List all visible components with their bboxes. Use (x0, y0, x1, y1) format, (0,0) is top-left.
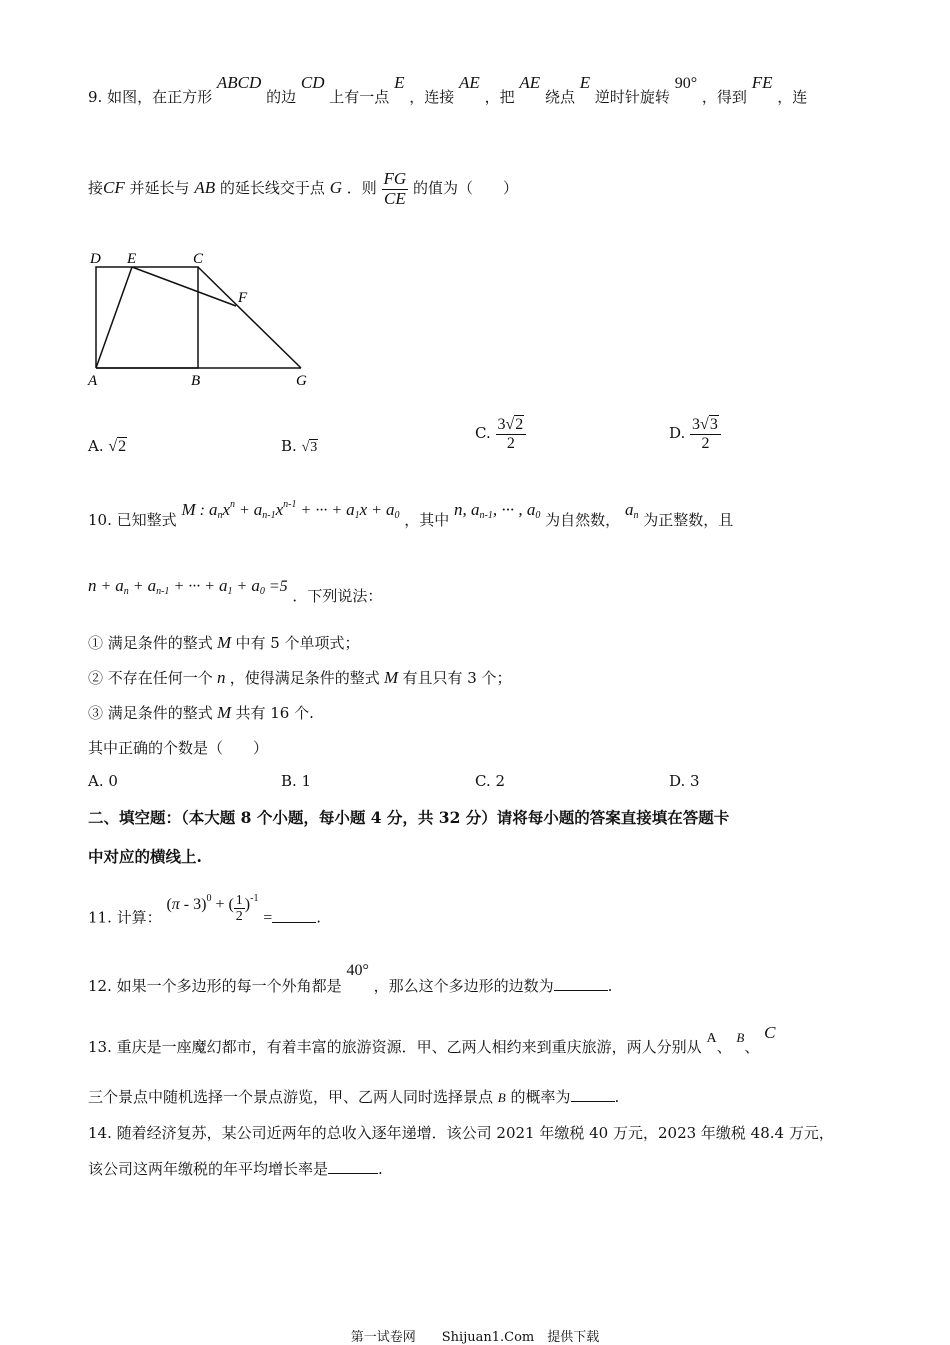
q13-separator: 、 (716, 1038, 732, 1056)
option-letter: B. (281, 437, 297, 455)
q9-text: ，连接 (409, 88, 455, 106)
statement-text: ，使得满足条件的整式 (229, 669, 380, 687)
q9-option-b (281, 437, 318, 456)
q10-text: ，其中 (404, 511, 450, 529)
q9-math-g: G (329, 178, 342, 198)
q9-text: ，连 (777, 88, 808, 106)
q10-option-d: D. 3 (669, 772, 700, 790)
q13-point-b: B (736, 1030, 745, 1045)
radicand: 3 (709, 416, 718, 433)
q9-text: 如图，在正方形 (107, 88, 213, 106)
q12-text: 如果一个多边形的每一个外角都是 (116, 977, 342, 995)
q9-option-a (88, 437, 127, 456)
section-heading-line2: 中对应的横线上. (88, 847, 202, 866)
q9-text: ，把 (484, 88, 515, 106)
q10-polynomial: M : $a_nx^n + a_{n-1}x^{n-1}$ + ··· + $a_1x + a_0$ (181, 499, 400, 521)
q9-figure (84, 244, 324, 392)
q9-math-fe: FE (751, 73, 773, 92)
statement-text: ② 不存在任何一个 (88, 669, 213, 687)
fig-label-g: G (296, 373, 307, 389)
q9-option-d (669, 416, 721, 452)
q13-text: 重庆是一座魔幻都市，有着丰富的旅游资源．甲、乙两人相约来到重庆旅游，两人分别从 (116, 1038, 702, 1056)
q11-text: 计算： (116, 908, 162, 927)
answer-blank[interactable] (328, 1159, 378, 1174)
q10-question (88, 737, 268, 758)
q9-math-ae: AE (519, 73, 541, 92)
q9-text: 的延长线交于点 (219, 179, 325, 198)
q9-number: 9. (88, 88, 103, 106)
section-heading-line1: 二、填空题：（本大题 8 个小题，每小题 4 分，共 32 分）请将每小题的答案直接填在答题卡 (88, 808, 730, 827)
q9-text: ，得到 (701, 88, 747, 106)
radicand: 2 (118, 438, 127, 455)
q9-text: 逆时针旋转 (594, 88, 670, 106)
q12-end: . (607, 977, 613, 995)
q12-text: ，那么这个多边形的边数为 (373, 977, 554, 995)
q9-option-c (475, 416, 526, 452)
sqrt-symbol: √3 (301, 440, 318, 455)
option-letter: D. (669, 424, 686, 443)
statement-text: ③ 满足条件的整式 (88, 704, 213, 722)
q10-line2 (88, 576, 383, 607)
q9-math-cf: CF (103, 178, 125, 198)
q10-option-c: C. 2 (475, 772, 506, 790)
q13-separator: 、 (744, 1038, 760, 1056)
option-letter: A. (88, 437, 104, 455)
q10-leading-coef: $a_n$ (624, 500, 639, 521)
q9-math-ab: AB (194, 178, 216, 198)
fig-label-e: E (127, 251, 137, 267)
q11: 11. 计算： (π - 3)$^0$ + ( $\frac{1}{2}$ )$^{-1}$ = . (88, 892, 322, 927)
q13-point-c: C (764, 1023, 776, 1042)
q9-line2 (88, 170, 518, 208)
fig-label-a: A (88, 373, 98, 389)
q9-text: 绕点 (544, 88, 575, 106)
q9-fraction-numerator: FG (383, 169, 407, 188)
q13-text: 三个景点中随机选择一个景点游览，甲、乙两人同时选择景点 (88, 1088, 494, 1106)
q10-statement-2: ② 不存在任何一个 n ，使得满足条件的整式 M 有且只有 3 个； (88, 668, 512, 687)
q13-text: 的概率为 (510, 1088, 571, 1106)
q11-number: 11. (88, 908, 112, 927)
q9-option-c-fraction (496, 416, 527, 452)
q9-text: 的值为（ ） (413, 179, 519, 198)
q9-text: 上有一点 (329, 88, 390, 106)
q13-line2 (88, 1086, 619, 1107)
statement-text: ① 满足条件的整式 (88, 634, 213, 652)
q9-math-cd: CD (300, 73, 325, 92)
q13-point-a: A (706, 1031, 717, 1046)
q10-variables: n, $a_{n-1}$, ··· , $a_0$ (454, 500, 541, 521)
statement-text: 有且只有 3 个； (402, 669, 512, 687)
fig-label-d: D (90, 251, 101, 267)
statement-text: 共有 16 个. (235, 704, 314, 722)
answer-blank[interactable] (272, 908, 316, 923)
q9-fraction-denominator: CE (384, 188, 406, 208)
answer-blank[interactable] (554, 976, 608, 991)
q10-text: 为自然数， (545, 511, 621, 529)
q10-text: 为正整数，且 (643, 511, 734, 529)
q9-text: 并延长与 (129, 179, 190, 198)
q10-text: ．下列说法： (292, 587, 383, 605)
q11-expression: (π - 3)$^0$ + ( $\frac{1}{2}$ )$^{-1}$ (166, 892, 259, 925)
q12-angle: 40° (346, 962, 369, 979)
sqrt-symbol: √2 (505, 416, 524, 433)
q12 (88, 962, 613, 996)
q10-option-b: B. 1 (281, 772, 312, 790)
option-letter: C. (475, 424, 491, 443)
q10-line1 (88, 499, 734, 531)
q10-statement-1: ① 满足条件的整式 M 中有 5 个单项式； (88, 633, 360, 652)
q14-text: 随着经济复苏，某公司近两年的总收入逐年递增．该公司 2021 年缴税 40 万元，2023 年缴税 48.4 万元， (116, 1124, 834, 1142)
answer-blank[interactable] (571, 1087, 615, 1102)
sqrt-symbol: √2 (108, 438, 127, 455)
q9-math-ae: AE (459, 73, 480, 92)
page-footer: 第一试卷网 Shijuan1.Com 提供下载 (350, 1330, 600, 1345)
coefficient: 3 (692, 416, 701, 433)
q13-end: . (614, 1088, 620, 1106)
denominator: 2 (701, 434, 710, 452)
q10-option-a: A. 0 (88, 772, 118, 790)
q9-math-angle: 90° (674, 75, 698, 92)
q9-math-e: E (579, 73, 591, 92)
q10-number: 10. (88, 511, 112, 529)
q13-line1 (88, 1023, 776, 1057)
denominator: 2 (506, 434, 515, 452)
q14-text: 该公司这两年缴税的年平均增长率是 (88, 1160, 329, 1178)
q9-text: 的边 (266, 88, 297, 106)
q12-number: 12. (88, 977, 112, 995)
fig-label-b: B (191, 373, 201, 389)
q13-point-b: B (497, 1090, 506, 1105)
q14-number: 14. (88, 1124, 112, 1142)
q14-line2 (88, 1158, 383, 1179)
q10-condition: $n + a_n + a_{n-1}$ + ··· + $a_1 + a_0 =5$ (88, 576, 288, 597)
fig-label-f: F (238, 290, 248, 306)
sqrt-symbol: √3 (700, 416, 718, 433)
q9-math-abcd: ABCD (216, 73, 262, 92)
question-text: 其中正确的个数是（ ） (88, 739, 269, 757)
radicand: 2 (515, 416, 524, 433)
q9-line1 (88, 73, 808, 107)
q9-text: 接 (88, 179, 104, 198)
q9-math-e: E (394, 73, 405, 92)
q9-fraction (382, 170, 409, 208)
q14-line1 (88, 1122, 834, 1143)
statement-text: 中有 5 个单项式； (235, 634, 360, 652)
q9-option-d-fraction (690, 416, 721, 452)
q9-text: ．则 (346, 179, 377, 198)
coefficient: 3 (497, 416, 506, 433)
q11-end: . (316, 908, 322, 927)
fig-label-c: C (193, 251, 204, 267)
q13-number: 13. (88, 1038, 112, 1056)
q10-text: 已知整式 (116, 511, 177, 529)
q10-statement-3: ③ 满足条件的整式 M 共有 16 个. (88, 703, 314, 722)
q14-end: . (378, 1160, 383, 1178)
radicand: 3 (310, 440, 318, 455)
